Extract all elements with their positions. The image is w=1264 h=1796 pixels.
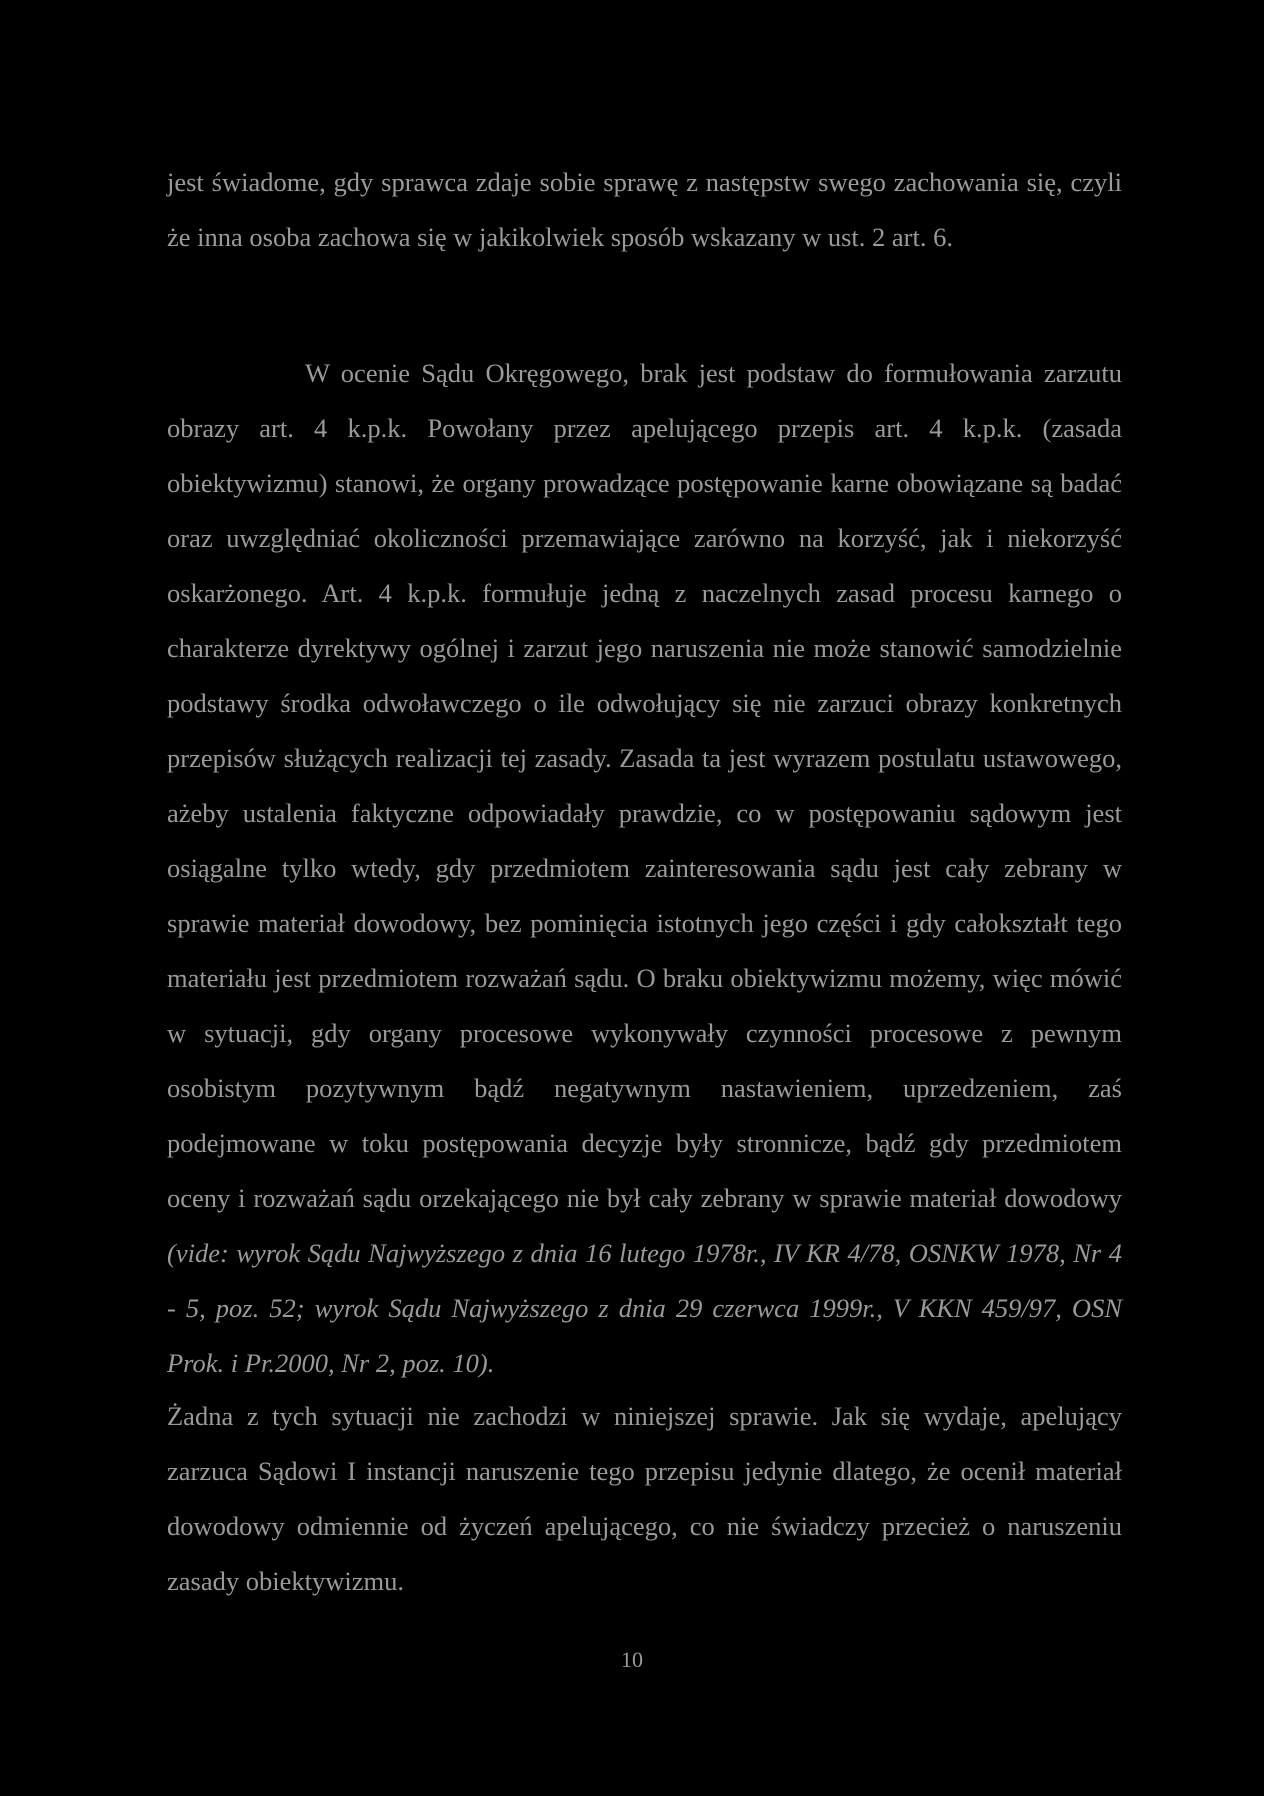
paragraph-2-citation: (vide: wyrok Sądu Najwyższego z dnia 16 lutego 1978r., IV KR 4/78, OSNKW 1978, Nr 4 - 5, poz. 52; wyrok Sądu Najwyższego z dnia 29 czerwca 1999r., V KKN 459/97, OSN Prok. i Pr.2000, Nr 2, poz. 10). [167, 1238, 1122, 1378]
paragraph-2 [167, 346, 1122, 1391]
page-number: 10 [621, 1647, 643, 1672]
paragraph-1-text: jest świadome, gdy sprawca zdaje sobie sprawę z następstw swego zachowania się, czyli że inna osoba zachowa się w jakikolwiek sposób wskazany w ust. 2 art. 6. [167, 167, 1122, 252]
paragraph-3-text: Żadna z tych sytuacji nie zachodzi w niniejszej sprawie. Jak się wydaje, apelujący zarzuca Sądowi I instancji naruszenie tego przepisu jedynie dlatego, że ocenił materiał dowodowy odmiennie od życzeń apelującego, co nie świadczy przecież o naruszeniu zasady obiektywizmu. [167, 1401, 1122, 1596]
paragraph-3 [167, 1389, 1122, 1609]
paragraph-1 [167, 155, 1122, 265]
paragraph-2-text: W ocenie Sądu Okręgowego, brak jest podstaw do formułowania zarzutu obrazy art. 4 k.p.k. Powołany przez apelującego przepis art. 4 k.p.k. (zasada obiektywizmu) stanowi, że organy prowadzące postępowanie karne obowiązane są badać oraz uwzględniać okoliczności przemawiające zarówno na korzyść, jak i niekorzyść oskarżonego. Art. 4 k.p.k. formułuje jedną z naczelnych zasad procesu karnego o charakterze dyrektywy ogólnej i zarzut jego naruszenia nie może stanowić samodzielnie podstawy środka odwoławczego o ile odwołujący się nie zarzuci obrazy konkretnych przepisów służących realizacji tej zasady. Zasada ta jest wyrazem postulatu ustawowego, ażeby ustalenia faktyczne odpowiadały prawdzie, co w postępowaniu sądowym jest osiągalne tylko wtedy, gdy przedmiotem zainteresowania sądu jest cały zebrany w sprawie materiał dowodowy, bez pominięcia istotnych jego części i gdy całokształt tego materiału jest przedmiotem rozważań sądu. O braku obiektywizmu możemy, więc mówić w sytuacji, gdy organy procesowe wykonywały czynności procesowe z pewnym osobistym pozytywnym bądź negatywnym nastawieniem, uprzedzeniem, zaś podejmowane w toku postępowania decyzje były stronnicze, bądź gdy przedmiotem oceny i rozważań sądu orzekającego nie był cały zebrany w sprawie materiał dowodowy [167, 358, 1122, 1213]
